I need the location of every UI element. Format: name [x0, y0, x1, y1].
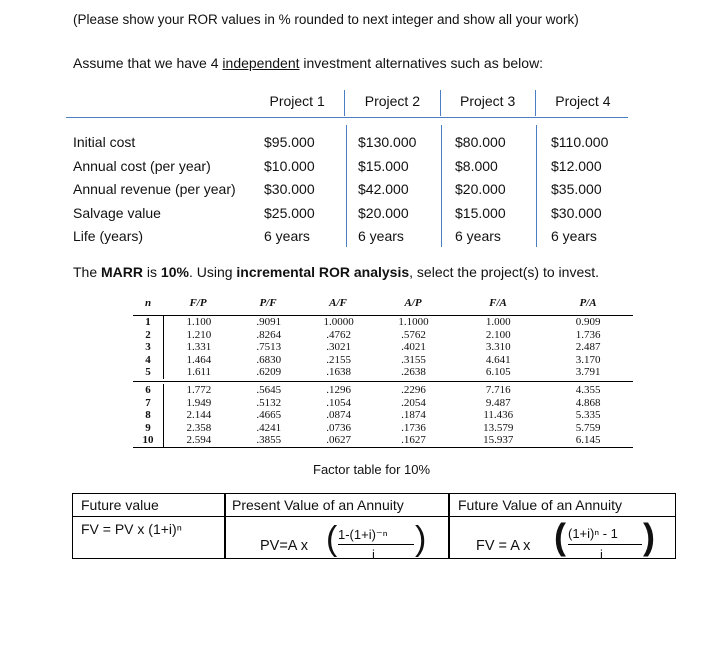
row-label: Life (years)	[73, 228, 144, 245]
period-cell: 1	[133, 316, 164, 329]
header-cell: P/A	[579, 297, 597, 309]
cell: $95.000	[264, 134, 315, 150]
assume-after: investment alternatives such as below:	[299, 55, 544, 71]
factor-cell: 11.436	[483, 409, 514, 422]
factor-cell: .1736	[401, 421, 426, 434]
cell: 6 years	[264, 228, 310, 245]
factor-cell: 3.170	[575, 353, 601, 366]
row-label: Salvage value	[73, 204, 161, 221]
cell: 6 years	[358, 228, 404, 245]
assume-underlined: independent	[222, 55, 300, 71]
period-cell: 10	[133, 434, 164, 447]
factor-cell: .0736	[326, 421, 351, 434]
factor-cell: .3155	[401, 353, 426, 366]
cell: $80.000	[455, 134, 506, 150]
assume-before: Assume that we have 4	[73, 55, 223, 71]
factor-cell: .8264	[256, 328, 282, 341]
column-divider	[441, 125, 442, 247]
factor-table-row	[133, 381, 633, 397]
left-paren-icon: (	[326, 520, 338, 558]
factor-table-row	[133, 329, 633, 342]
project-header: Project 1	[269, 93, 325, 109]
row-label: Annual revenue (per year)	[73, 181, 236, 198]
cell: $15.000	[455, 204, 506, 221]
factor-cell: 0.909	[575, 316, 601, 328]
left-paren-icon: (	[554, 516, 566, 557]
fraction-bar	[338, 544, 414, 545]
row-label: Initial cost	[73, 134, 136, 150]
cell: $15.000	[358, 157, 409, 174]
factor-cell: .1054	[326, 396, 351, 409]
cell: $42.000	[358, 181, 409, 198]
factor-cell: .6209	[256, 366, 282, 379]
factor-cell: 2.358	[186, 421, 212, 434]
project-headers	[250, 90, 630, 116]
factor-table-body	[133, 316, 633, 448]
instruction-text: (Please show your ROR values in % rounded to next integer and show all your work)	[73, 12, 579, 27]
assume-text	[73, 55, 543, 71]
factor-cell: 3.310	[485, 341, 511, 354]
header-cell: F/A	[489, 297, 507, 309]
factor-cell: 4.355	[575, 383, 601, 396]
fva-title: Future Value of an Annuity	[458, 497, 622, 513]
factor-cell: .6830	[256, 353, 282, 366]
future-value-box	[72, 493, 225, 559]
column-divider	[536, 125, 537, 247]
period-cell: 8	[133, 409, 164, 422]
row-labels	[73, 131, 236, 249]
factor-cell: 1.331	[186, 341, 212, 354]
factor-cell: 15.937	[483, 434, 514, 447]
header-cell: A/P	[404, 297, 422, 309]
factor-cell: .4021	[401, 341, 426, 354]
future-value-annuity-box	[449, 493, 676, 562]
pva-lhs: PV=A x	[260, 538, 308, 554]
factor-cell: .5762	[401, 328, 426, 341]
project-header: Project 3	[440, 90, 535, 116]
factor-cell: 1.464	[186, 353, 212, 366]
cell: $8.000	[455, 157, 498, 174]
factor-cell: .9091	[256, 316, 282, 328]
factor-cell: 2.594	[186, 434, 212, 447]
header-cell: A/F	[329, 297, 347, 309]
fva-lhs: FV = A x	[476, 538, 531, 554]
factor-table-row	[133, 354, 633, 367]
factor-table-row	[133, 316, 633, 329]
factor-cell: .2638	[401, 366, 426, 379]
factor-cell: 6.145	[575, 434, 601, 447]
factor-cell: .2155	[326, 353, 351, 366]
row-label: Annual cost (per year)	[73, 157, 211, 174]
project-1-values	[264, 131, 315, 249]
factor-cell: .5645	[256, 383, 282, 396]
factor-cell: .1638	[326, 366, 351, 379]
cell: $110.000	[551, 134, 609, 150]
cell: $130.000	[358, 134, 417, 150]
header-cell: n	[144, 297, 152, 309]
factor-table-header	[133, 297, 633, 316]
project-3-values	[455, 131, 506, 249]
period-cell: 3	[133, 341, 164, 354]
factor-cell: 1.772	[186, 383, 212, 396]
factor-cell: 1.611	[186, 366, 212, 379]
factor-cell: 4.641	[485, 353, 511, 366]
factor-cell: .0627	[326, 434, 351, 447]
factor-cell: .1296	[326, 383, 351, 396]
header-cell: F/P	[189, 297, 207, 309]
factor-cell: .3021	[326, 341, 351, 354]
pva-title: Present Value of an Annuity	[232, 497, 404, 513]
factor-cell: 7.716	[485, 383, 511, 396]
factor-cell: 13.579	[483, 421, 514, 434]
header-cell: P/F	[259, 297, 277, 309]
factor-cell: .4762	[326, 328, 351, 341]
cell: $35.000	[551, 181, 602, 198]
factor-cell: 5.759	[575, 421, 601, 434]
factor-cell: .2296	[401, 383, 426, 396]
marr-text: is	[143, 264, 161, 280]
period-cell: 4	[133, 354, 164, 367]
factor-cell: .5132	[256, 396, 282, 409]
factor-cell: 9.487	[485, 396, 511, 409]
cell: 6 years	[455, 228, 501, 245]
factor-table-row	[133, 434, 633, 448]
period-cell: 2	[133, 329, 164, 342]
factor-cell: 4.868	[575, 396, 601, 409]
fva-numerator: (1+i)ⁿ - 1	[568, 526, 618, 541]
period-cell: 6	[133, 384, 164, 397]
factor-cell: 5.335	[575, 409, 601, 422]
factor-cell: .0874	[326, 409, 351, 422]
period-cell: 5	[133, 366, 164, 379]
right-paren-icon: )	[643, 516, 655, 557]
box-divider	[226, 516, 448, 517]
factor-cell: .1627	[401, 434, 426, 447]
factor-cell: 1.0000	[323, 316, 354, 328]
right-paren-icon: )	[415, 520, 427, 558]
factor-table-row	[133, 366, 633, 379]
factor-cell: 2.144	[186, 409, 212, 422]
factor-table-row	[133, 422, 633, 435]
factor-cell: .4241	[256, 421, 282, 434]
pva-denominator: i	[372, 547, 375, 562]
project-header: Project 4	[535, 90, 630, 116]
factor-cell: .4665	[256, 409, 282, 422]
factor-table-row	[133, 397, 633, 410]
marr-text: . Using	[188, 264, 237, 280]
cell: $25.000	[264, 204, 315, 221]
present-value-annuity-box	[225, 493, 449, 562]
cell: $20.000	[455, 181, 506, 198]
fraction-bar	[568, 544, 642, 545]
cell: $20.000	[358, 204, 409, 221]
future-value-formula: FV = PV x (1+i)ⁿ	[81, 521, 182, 537]
cell: 6 years	[551, 228, 597, 245]
marr-text: , select the project(s) to invest.	[409, 264, 600, 280]
marr-sentence	[73, 264, 599, 280]
factor-table-caption: Factor table for 10%	[313, 462, 431, 477]
cell: $12.000	[551, 157, 602, 174]
period-cell: 7	[133, 397, 164, 410]
factor-cell: 1.949	[186, 396, 212, 409]
factor-table-row	[133, 341, 633, 354]
cell: $30.000	[551, 204, 602, 221]
fva-denominator: i	[600, 547, 603, 562]
factor-cell: 1.736	[575, 328, 601, 341]
factor-cell: 3.791	[575, 366, 601, 379]
factor-cell: 1.210	[186, 328, 212, 341]
future-value-title: Future value	[81, 497, 159, 513]
pva-numerator: 1-(1+i)⁻ⁿ	[338, 527, 388, 542]
marr-text: 10%	[160, 264, 189, 280]
header-divider	[66, 117, 628, 118]
factor-cell: .3855	[256, 434, 282, 447]
box-divider	[73, 516, 224, 517]
cell: $10.000	[264, 157, 315, 174]
cell: $30.000	[264, 181, 315, 198]
factor-table	[133, 297, 633, 448]
factor-cell: .7513	[256, 341, 282, 354]
column-divider	[346, 125, 347, 247]
factor-cell: 1.100	[186, 316, 212, 328]
factor-cell: 1.000	[485, 316, 511, 328]
factor-cell: 2.100	[485, 328, 511, 341]
project-header: Project 2	[344, 90, 439, 116]
project-4-values	[551, 131, 608, 249]
marr-text: incremental ROR analysis	[236, 264, 410, 280]
factor-cell: .1874	[401, 409, 426, 422]
factor-cell: 1.1000	[398, 316, 429, 328]
period-cell: 9	[133, 422, 164, 435]
factor-cell: 2.487	[575, 341, 601, 354]
marr-text: MARR	[101, 264, 144, 280]
factor-cell: 6.105	[485, 366, 511, 379]
marr-text: The	[73, 264, 102, 280]
factor-cell: .2054	[401, 396, 426, 409]
factor-table-row	[133, 409, 633, 422]
project-2-values	[358, 131, 416, 249]
